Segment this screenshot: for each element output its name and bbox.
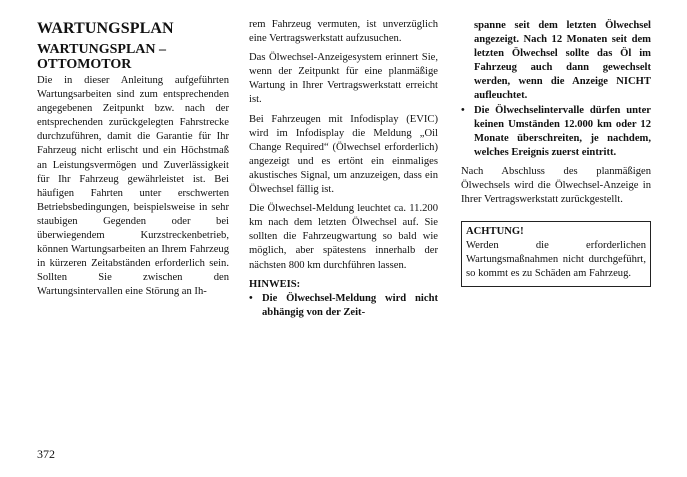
note-bullet-2	[461, 104, 651, 160]
note-bullet-2-text: Die Ölwechselintervalle dürfen unter keinen Umständen 12.000 km oder 12 Monate überschreiten, je nachdem, welches Ereignis zuerst eintritt.	[474, 104, 651, 158]
intro-paragraph: Die in dieser Anleitung aufgeführten Wartungsarbeiten sind zum entsprechenden angegebenen Zeitpunkt bzw. nach der entsprechenden zurückgelegten Fahrstrecke durchzuführen, damit die Garantie für Ihr Fahrzeug nicht erlischt und ein Höchstmaß an Leistungsvermögen und Zuverlässigkeit für Ihr Fahrzeug gewährleistet ist. Bei häufigen Fahrten unter erschwerten Betriebsbedingungen, beispielsweise in sehr staubigen Gegenden oder bei überwiegendem Kurzstreckenbetrieb, können Wartungsarbeiten an Ihrem Fahrzeug in kürzeren Zeitabständen erforderlich sein. Sollten Sie zwischen den Wartungsintervallen eine Störung an Ih-	[37, 75, 229, 298]
bullet-icon: •	[461, 104, 465, 116]
paragraph-oil-message: Die Ölwechsel-Meldung leuchtet ca. 11.200 km nach dem letzten Ölwechsel auf. Sie sollten die Fahrzeugwartung so bald wie möglich, aber spätestens innerhalb der nächsten 800 km durchführen lassen.	[249, 203, 438, 271]
page-number: 372	[37, 447, 55, 461]
section-title: WARTUNGSPLAN – OTTOMOTOR	[37, 42, 167, 72]
note-bullet-1-text: Die Ölwechsel-Meldung wird nicht abhängig von der Zeit-	[262, 292, 438, 318]
warning-title: ACHTUNG!	[466, 226, 524, 238]
bullet-icon: •	[249, 292, 253, 304]
paragraph-reset: Nach Abschluss des planmäßigen Ölwechsels wird die Ölwechsel-Anzeige in Ihrer Vertragswerkstatt zurückgestellt.	[461, 165, 651, 206]
chapter-title: WARTUNGSPLAN	[37, 20, 174, 37]
note-list	[249, 292, 438, 320]
paragraph-continued: rem Fahrzeug vermuten, ist unverzüglich eine Vertragswerkstatt aufzusuchen.	[249, 19, 438, 45]
note-bullet-1-continued: spanne seit dem letzten Ölwechsel angezeigt. Nach 12 Monaten seit dem letzten Ölwechsel sollte das Öl im Fahrzeug auch dann gewechselt werden, wenn die Anzeige NICHT aufleuchtet.	[474, 20, 651, 102]
paragraph-evic: Bei Fahrzeugen mit Infodisplay (EVIC) wird im Infodisplay die Meldung „Oil Change Required“ (Ölwechsel erforderlich) angezeigt und es ertönt ein einmaliges akustisches Signal, um anzuzeigen, dass ein Ölwechsel fällig ist.	[249, 113, 438, 196]
column-right	[461, 0, 651, 287]
warning-text: Werden die erforderlichen Wartungsmaßnahmen nicht durchgeführt, so kommt es zu Schäden am Fahrzeug.	[466, 240, 646, 280]
column-left	[37, 0, 229, 300]
warning-box	[461, 221, 651, 286]
note-bullet-1	[249, 292, 438, 320]
note-list-continued	[461, 104, 651, 160]
paragraph-oil-indicator: Das Ölwechsel-Anzeigesystem erinnert Sie, wenn der Zeitpunkt für eine planmäßige Wartung in Ihrer Vertragswerkstatt erreicht ist.	[249, 52, 438, 106]
column-middle	[249, 18, 438, 320]
note-label: HINWEIS:	[249, 278, 301, 290]
